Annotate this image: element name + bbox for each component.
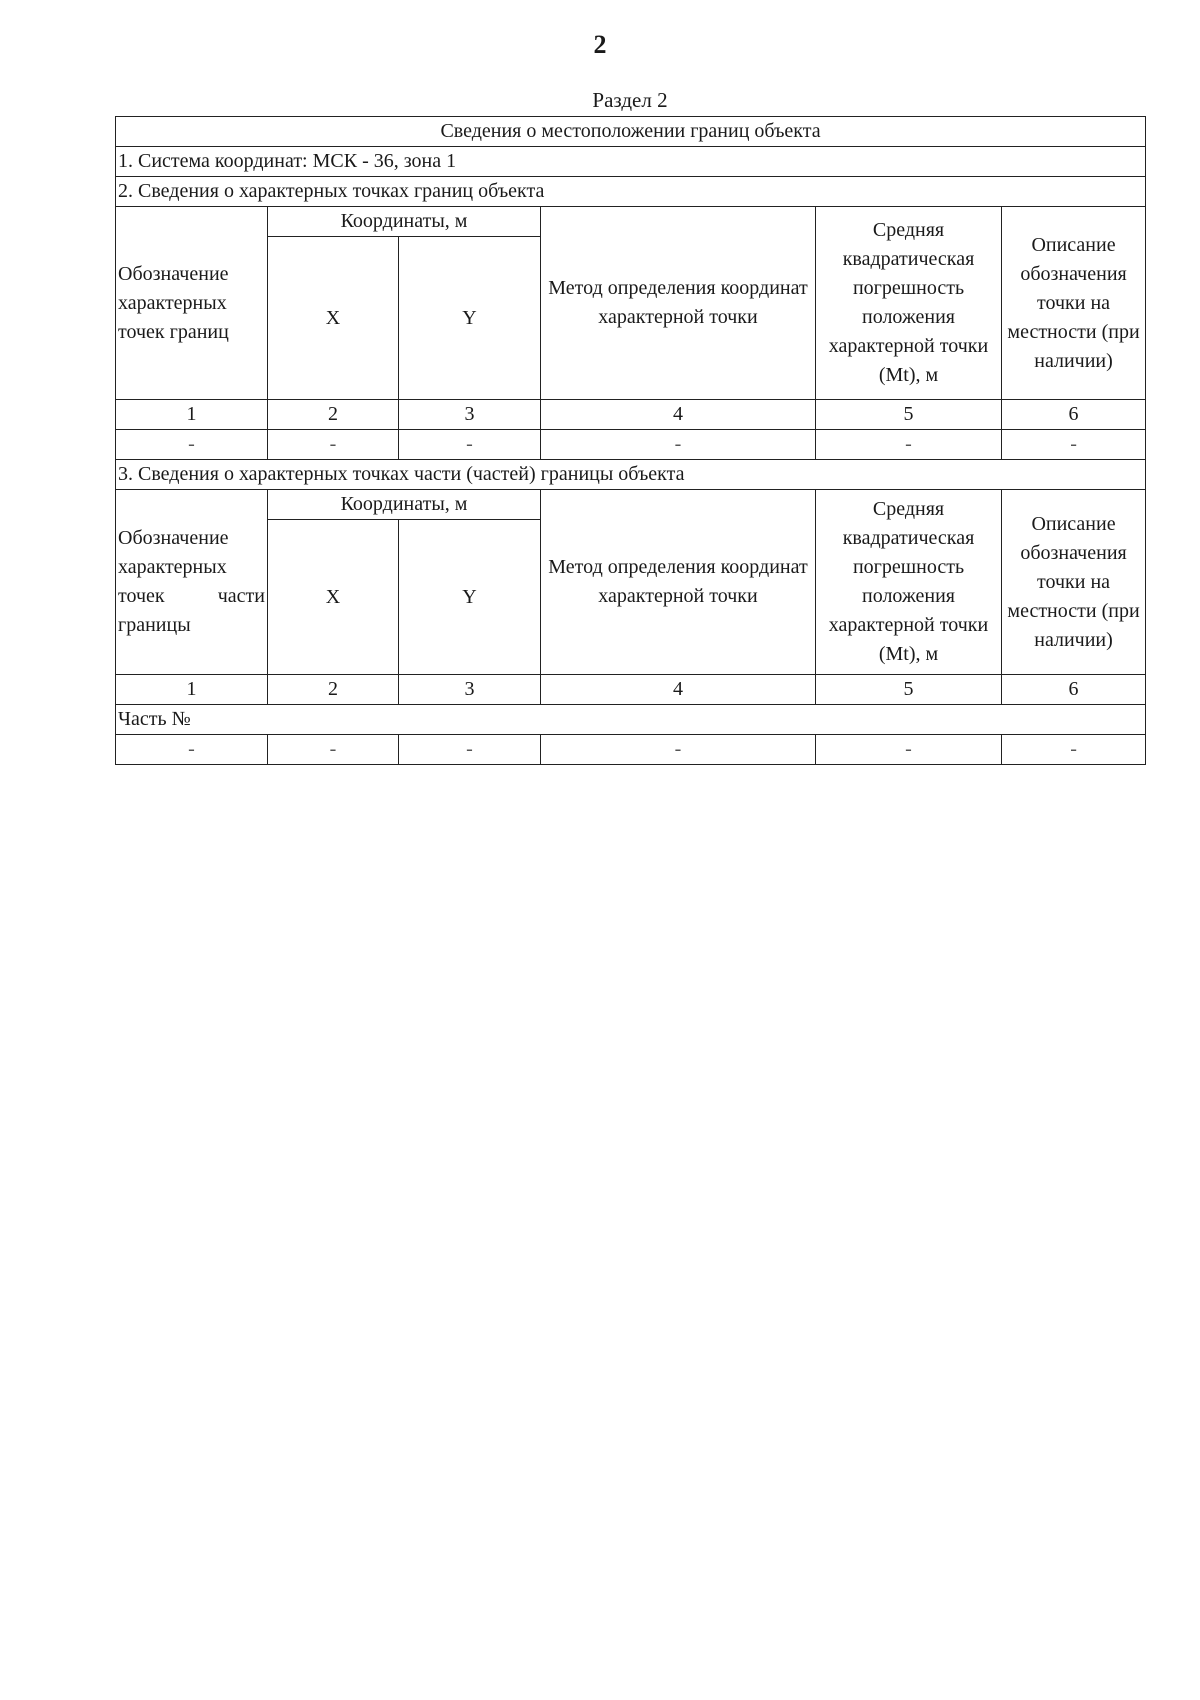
- block2-col-x: X: [268, 237, 399, 400]
- table-row: [116, 735, 1146, 765]
- block2-cell: -: [116, 430, 268, 460]
- block3-cell: -: [268, 735, 399, 765]
- block3-num-4: 4: [541, 675, 816, 705]
- block2-header-row-1: [116, 207, 1146, 237]
- block3-cell: -: [1002, 735, 1146, 765]
- block2-num-1: 1: [116, 400, 268, 430]
- block3-col-designation: Обозначение характерных точек части границы: [116, 490, 268, 675]
- block2-heading: 2. Сведения о характерных точках границ объекта: [116, 177, 1146, 207]
- block2-cell: -: [541, 430, 816, 460]
- block2-col-description: Описание обозначения точки на местности (при наличии): [1002, 207, 1146, 400]
- block3-part-row: [116, 705, 1146, 735]
- block3-header-row-1: [116, 490, 1146, 520]
- block2-col-coords: Координаты, м: [268, 207, 541, 237]
- block3-part-label: Часть №: [116, 705, 1146, 735]
- block2-num-5: 5: [816, 400, 1002, 430]
- block2-cell: -: [1002, 430, 1146, 460]
- boundary-table: [115, 116, 1146, 765]
- block3-col-error: Средняя квадратическая погрешность положения характерной точки (Mt), м: [816, 490, 1002, 675]
- block3-col-description: Описание обозначения точки на местности (при наличии): [1002, 490, 1146, 675]
- block3-num-6: 6: [1002, 675, 1146, 705]
- block3-cell: -: [816, 735, 1002, 765]
- block2-col-error: Средняя квадратическая погрешность положения характерной точки (Mt), м: [816, 207, 1002, 400]
- block3-num-5: 5: [816, 675, 1002, 705]
- block2-num-6: 6: [1002, 400, 1146, 430]
- block2-number-row: [116, 400, 1146, 430]
- block2-cell: -: [816, 430, 1002, 460]
- block2-cell: -: [399, 430, 541, 460]
- page-number: 2: [593, 30, 607, 59]
- block3-col-coords: Координаты, м: [268, 490, 541, 520]
- block3-heading: 3. Сведения о характерных точках части (частей) границы объекта: [116, 460, 1146, 490]
- coord-system: 1. Система координат: МСК - 36, зона 1: [116, 147, 1146, 177]
- table-row: [116, 430, 1146, 460]
- block3-num-2: 2: [268, 675, 399, 705]
- block3-heading-row: [116, 460, 1146, 490]
- block2-col-method: Метод определения координат характерной точки: [541, 207, 816, 400]
- block2-num-4: 4: [541, 400, 816, 430]
- block3-num-3: 3: [399, 675, 541, 705]
- block3-number-row: [116, 675, 1146, 705]
- coord-system-row: [116, 147, 1146, 177]
- block3-cell: -: [541, 735, 816, 765]
- block2-num-2: 2: [268, 400, 399, 430]
- block3-cell: -: [116, 735, 268, 765]
- block3-num-1: 1: [116, 675, 268, 705]
- table-title: Сведения о местоположении границ объекта: [116, 117, 1146, 147]
- block2-col-y: Y: [399, 237, 541, 400]
- block3-col-x: X: [268, 520, 399, 675]
- block3-cell: -: [399, 735, 541, 765]
- block2-col-designation: Обозначение характерных точек границ: [116, 207, 268, 400]
- block2-cell: -: [268, 430, 399, 460]
- block3-col-method: Метод определения координат характерной точки: [541, 490, 816, 675]
- block2-heading-row: [116, 177, 1146, 207]
- table-title-row: [116, 117, 1146, 147]
- block3-col-y: Y: [399, 520, 541, 675]
- section-title: Раздел 2: [592, 88, 668, 112]
- block2-num-3: 3: [399, 400, 541, 430]
